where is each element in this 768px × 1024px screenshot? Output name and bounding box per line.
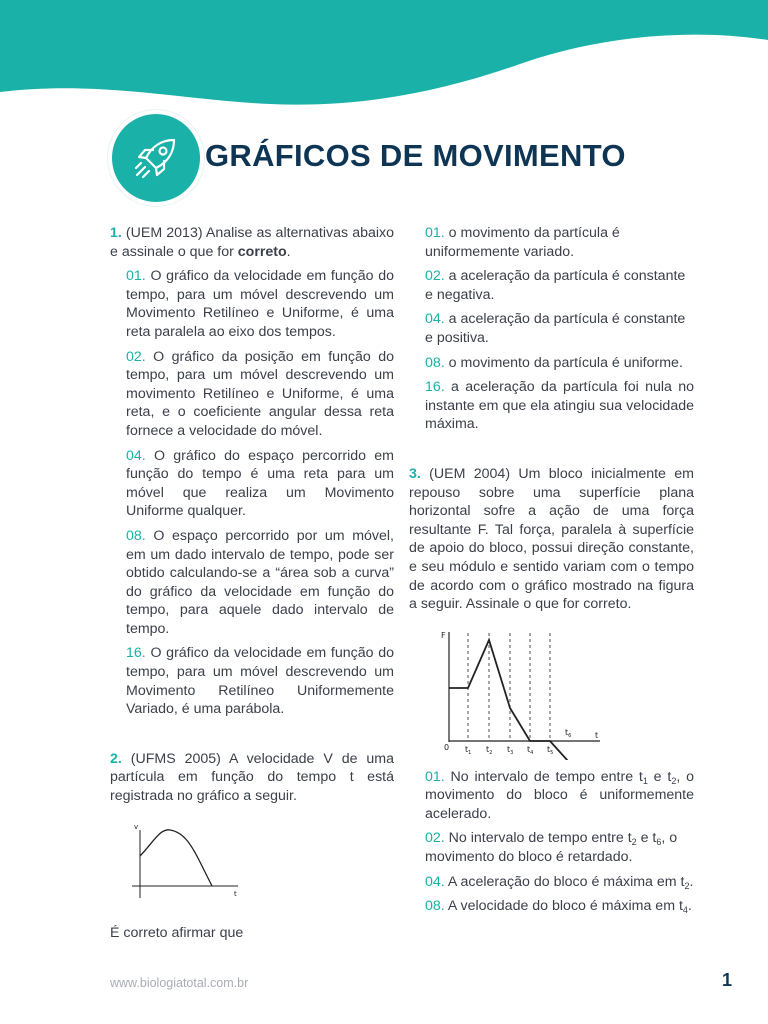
velocity-curve	[140, 829, 212, 885]
q3-option-04: 04. A aceleração do bloco é máxima em $t_2$.	[425, 873, 694, 891]
page-number: 1	[722, 970, 733, 990]
tick-t3: $t_3$	[507, 744, 514, 756]
q1-option-04: 04. O gráfico do espaço percorrido em função do tempo é uma reta para um móvel que realiza um Movimento Uniforme qualquer.	[126, 447, 394, 520]
question-number: 2.	[110, 750, 122, 767]
question-2-intro: 2. (UFMS 2005) A velocidade V de uma partícula em função do tempo t está registrada no gráfico a seguir.	[110, 750, 394, 805]
q3-option-08: 08. A velocidade do bloco é máxima em $t_4$.	[425, 898, 692, 916]
tick-t2: $t_2$	[486, 744, 493, 756]
q1-option-02: 02. O gráfico da posição em função do tempo, para um móvel descrevendo um movimento Retilíneo e Uniforme, é uma reta, e o coeficiente angular dessa reta fornece a velocidade do móvel.	[126, 348, 394, 439]
question-1-intro: 1. (UEM 2013) Analise as alternativas abaixo e assinale o que for correto.	[110, 225, 394, 260]
velocity-graph	[130, 822, 260, 900]
graph-x-label: t	[234, 889, 237, 898]
q2-option-02: 02. a aceleração da partícula é constante e negativa.	[425, 268, 686, 303]
tick-t6: $t_6$	[565, 727, 572, 739]
q2-option-04: 04. a aceleração da partícula é constante e positiva.	[425, 311, 686, 346]
force-graph	[437, 628, 607, 760]
tick-t4: $t_4$	[527, 744, 534, 756]
q3-option-01: 01. No intervalo de tempo entre $t_1$ e $t_2$, o movimento do bloco é uniformemente acelerado.	[425, 768, 695, 822]
right-column	[409, 224, 694, 916]
tick-t5: $t_5$	[547, 744, 554, 756]
q1-option-16: 16. O gráfico da velocidade em função do tempo, para um móvel descrevendo um Movimento Retilíneo Uniformemente Variado, é uma parábola.	[126, 645, 394, 718]
question-number: 1.	[110, 225, 122, 241]
q1-option-08: 08. O espaço percorrido por um móvel, em um dado intervalo de tempo, pode ser obtido calculando-se a “área sob a curva” do gráfico da velocidade em função do tempo, para aquele dado intervalo de tempo.	[126, 527, 394, 637]
rocket-icon	[128, 130, 184, 186]
q2-option-16: 16. a aceleração da partícula foi nula no instante em que ela atingiu sua velocidade máxima.	[425, 379, 694, 433]
logo-badge	[108, 110, 204, 206]
graph-y-label: F	[441, 630, 446, 640]
q3-option-02: 02. No intervalo de tempo entre $t_2$ e $t_6$, o movimento do bloco é retardado.	[425, 830, 678, 866]
q1-option-01: 01. O gráfico da velocidade em função do tempo, para um móvel descrevendo um Movimento Retilíneo e Uniforme, é uma reta paralela ao eixo dos tempos.	[126, 268, 394, 340]
graph-y-label: v	[134, 822, 139, 831]
question-3-intro: 3. (UEM 2004) Um bloco inicialmente em repouso sobre uma superfície plana horizontal sofre a ação de uma força resultante F. Tal força, paralela à superfície de apoio do bloco, possui direção constante, e seu módulo e sentido variam com o tempo de acordo com o gráfico mostrado na figura a seguir. Assinale o que for correto.	[409, 465, 694, 613]
question-number: 3.	[409, 465, 421, 482]
footer-website-link[interactable]: www.biologiatotal.com.br	[110, 976, 249, 990]
q2-option-08: 08. o movimento da partícula é uniforme.	[425, 354, 683, 371]
left-column	[110, 224, 394, 942]
question-2-prompt: É correto afirmar que	[110, 924, 244, 941]
page-title: GRÁFICOS DE MOVIMENTO	[205, 138, 626, 173]
q2-option-01: 01. o movimento da partícula é uniformemente variado.	[425, 225, 620, 260]
graph-x-label: t	[595, 730, 599, 740]
tick-t1: $t_1$	[465, 744, 472, 756]
graph-origin: 0	[444, 742, 450, 752]
